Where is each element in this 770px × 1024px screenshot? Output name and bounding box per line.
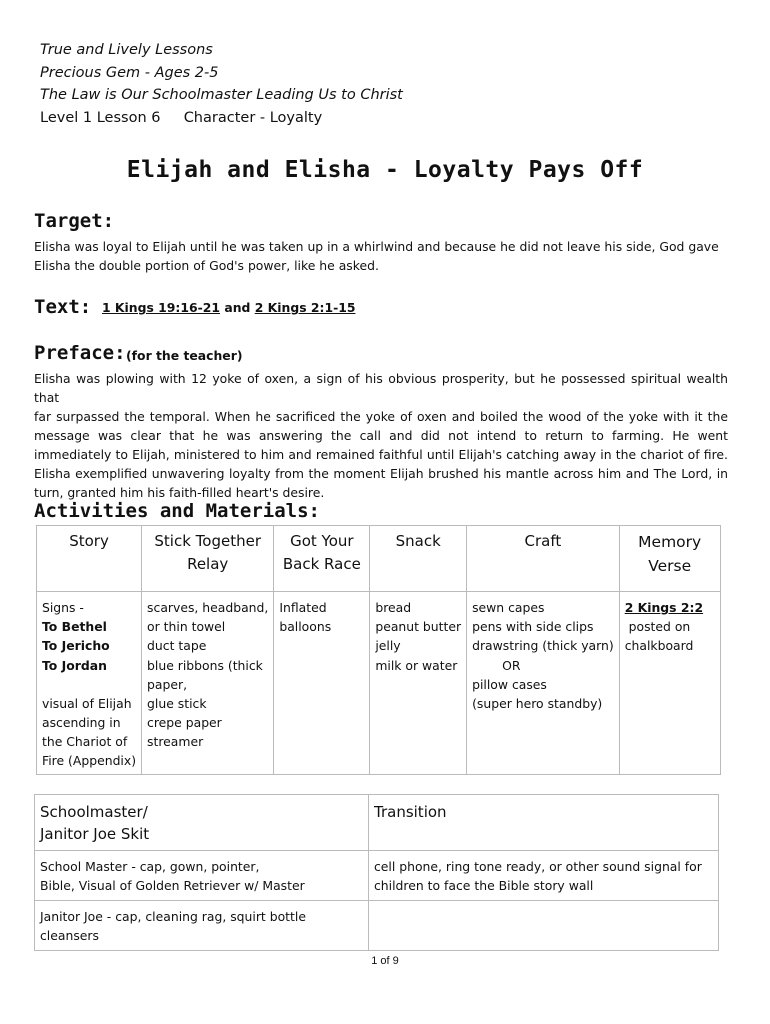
age-group: Precious Gem - Ages 2-5 [40,65,219,81]
list-item: balloons [279,619,332,635]
list-item: To Bethel [42,619,107,635]
list-item: Signs - [42,600,84,615]
list-item: peanut butter [375,619,462,635]
skit-head-line: Schoolmaster/ [40,803,148,821]
col-head-craft [467,526,620,592]
scripture-ref-1[interactable]: 1 Kings 19:16-21 [102,300,220,315]
transition-cell [369,851,719,901]
list-item: To Jordan [42,657,107,673]
cell-line: Janitor Joe - cap, cleaning rag, squirt bottle [40,909,306,924]
list-item: sewn capes [472,600,545,615]
col-head-relay [142,526,274,592]
list-item: pens with side clips [472,619,594,635]
skit-cell [35,901,369,951]
list-item: Inflated [279,600,327,615]
list-item: blue ribbons (thick [147,657,263,673]
preface-line: message was clear that he was answering the call and did not intend to return to farming. He went [34,428,728,443]
preface-line: far surpassed the temporal. When he sacrificed the yoke of oxen and boiled the wood of the yoke with it the [34,409,728,424]
col-head-text: Relay [187,555,229,573]
activities-body-row [37,592,721,775]
preface-note: (for the teacher) [126,348,243,363]
list-item: chalkboard [624,638,694,654]
preface-text [34,369,728,502]
activities-heading: Activities and Materials: [34,500,320,522]
activities-header-row [37,526,721,592]
col-head-text: Memory [638,533,702,551]
skit-head-line: Janitor Joe Skit [40,825,150,843]
cell-line: School Master - cap, gown, pointer, [40,859,260,874]
series-title: True and Lively Lessons [40,42,213,58]
list-item [42,675,136,694]
lesson-level: Level 1 Lesson 6 [40,110,161,126]
col-head-text: Snack [395,532,441,550]
cell-line: Bible, Visual of Golden Retriever w/ Master [40,878,305,894]
list-item: To Jericho [42,638,110,654]
memory-verse-ref[interactable]: 2 Kings 2:2 [624,600,704,615]
skit-head-cell [35,795,369,851]
target-text [34,237,728,275]
list-item: OR [502,657,521,673]
cell-line: cell phone, ring tone ready, or other sound signal for [374,859,702,874]
verse-cell [619,592,720,775]
list-item: streamer [147,734,204,750]
preface-line: Elisha was plowing with 12 yoke of oxen, a sign of his obvious prosperity, but he possessed spiritual wealth that [34,371,728,405]
preface-line: turn, granted him his faith-filled heart's desire. [34,485,325,500]
snack-cell [370,592,467,775]
craft-cell [467,592,620,775]
list-item: scarves, headband, [147,600,269,615]
target-line: Elisha was loyal to Elijah until he was taken up in a whirlwind and because he did not leave his side, God gave [34,239,719,254]
col-head-text: Back Race [282,555,361,573]
story-cell [37,592,142,775]
list-item: the Chariot of [42,734,128,750]
col-head-story [37,526,142,592]
list-item: glue stick [147,696,207,712]
table-row [35,851,719,901]
preface-line: Elisha exemplified unwavering loyalty from the moment Elijah brushed his mantle across him and The Lord, in [34,466,728,481]
list-item: duct tape [147,638,207,654]
page-number: 1 of 9 [371,955,399,967]
col-head-text: Got Your [290,532,354,550]
ref-conjunction: and [224,300,251,315]
list-item: Fire (Appendix) [42,753,137,769]
skit-header-row [35,795,719,851]
list-item: pillow cases [472,676,547,692]
cell-line: cleansers [40,928,99,944]
list-item: drawstring (thick yarn) [472,638,614,654]
lesson-info [40,110,322,126]
lesson-title: Elijah and Elisha - Loyalty Pays Off [126,157,644,183]
list-item: or thin towel [147,619,226,635]
col-head-snack [370,526,467,592]
list-item: posted on [624,619,691,635]
col-head-text: Story [69,532,109,550]
transition-head: Transition [374,803,447,821]
race-cell [274,592,370,775]
table-row [35,901,719,951]
transition-head-cell [369,795,719,851]
preface-heading: Preface: [34,342,126,364]
scripture-ref-2[interactable]: 2 Kings 2:1-15 [254,300,356,315]
activities-table [36,525,721,775]
list-item: paper, [147,676,188,692]
preface-line: immediately to Elijah, ministered to him and remained faithful until Elijah's catching away in the chariot of fire. [34,447,728,462]
list-item: (super hero standby) [472,696,603,712]
col-head-verse [619,526,720,592]
skit-table [34,794,719,951]
cell-line: children to face the Bible story wall [374,878,594,894]
scripture-references [102,300,355,315]
list-item: ascending in [42,715,121,731]
list-item: visual of Elijah [42,695,132,711]
text-heading: Text: [34,296,92,318]
col-head-text: Craft [524,532,562,550]
relay-cell [142,592,274,775]
unit-title: The Law is Our Schoolmaster Leading Us to Christ [40,87,403,103]
lesson-character: Character - Loyalty [183,110,323,126]
target-line: Elisha the double portion of God's power, like he asked. [34,258,379,273]
target-heading: Target: [34,210,115,232]
skit-cell [35,851,369,901]
list-item: jelly [375,638,401,654]
col-head-race [274,526,370,592]
list-item: bread [375,600,412,615]
col-head-text: Verse [648,557,692,575]
list-item: crepe paper [147,715,222,731]
col-head-text: Stick Together [154,532,261,550]
transition-cell [369,901,719,951]
list-item: milk or water [375,657,458,673]
